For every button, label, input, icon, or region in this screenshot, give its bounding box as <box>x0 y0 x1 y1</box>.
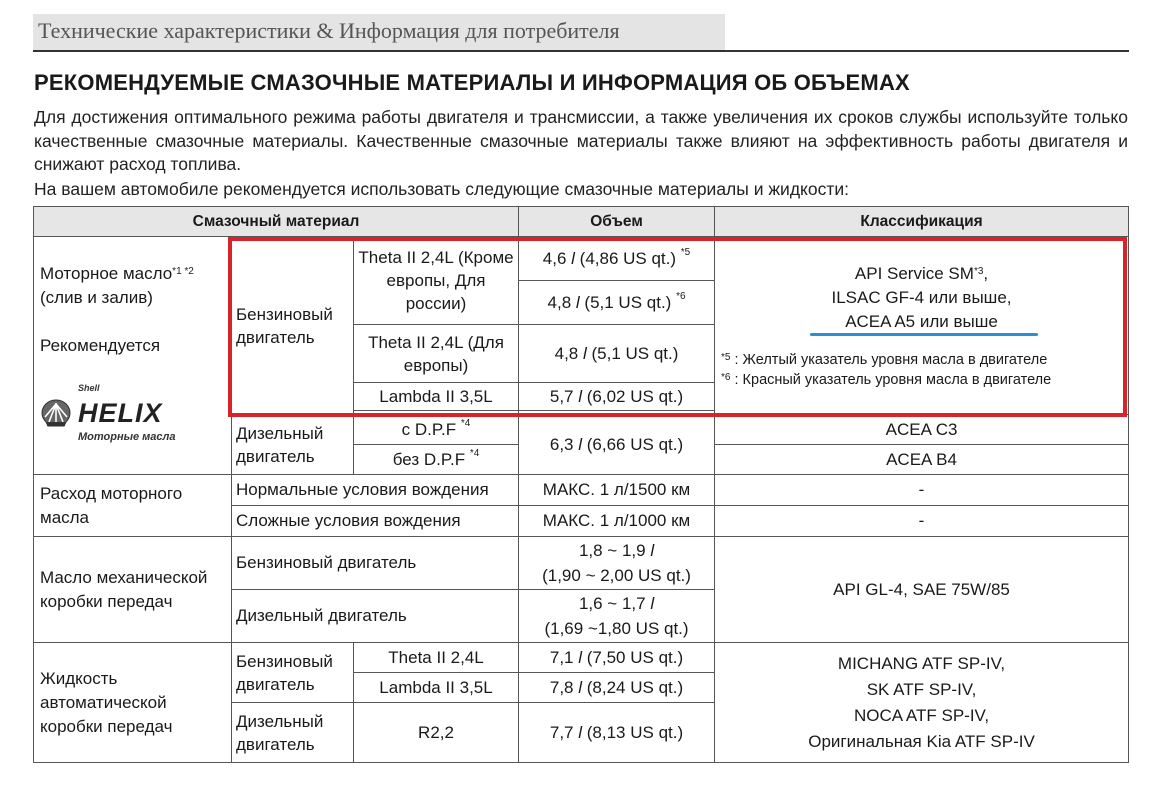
header-classification: Классификация <box>715 207 1129 237</box>
severe-conditions-volume: МАКС. 1 л/1000 км <box>519 506 715 537</box>
volume-cell: 7,7 l (8,13 US qt.) <box>519 703 715 763</box>
engine-lambda: Lambda II 3,5L <box>354 383 519 411</box>
engine-oil-label2: (слив и залив) <box>40 288 153 307</box>
highlight-underline <box>810 333 1038 336</box>
volume-cell: 1,6 ~ 1,7 l (1,69 ~1,80 US qt.) <box>519 590 715 643</box>
auto-trans-label: Жидкость автоматической коробки передач <box>34 643 232 763</box>
normal-conditions: Нормальные условия вождения <box>232 475 519 506</box>
table-header-row <box>34 207 1129 237</box>
header-lubricant: Смазочный материал <box>34 207 519 237</box>
auto-trans-class: MICHANG ATF SP-IV, SK ATF SP-IV, NOCA ATF SP-IV, Оригинальная Kia ATF SP-IV <box>715 643 1129 763</box>
shell-icon <box>40 398 72 428</box>
auto-engine-theta: Theta II 2,4L <box>354 643 519 673</box>
consumption-label: Расход моторного масла <box>34 475 232 537</box>
volume-cell: 4,8 l (5,1 US qt.) $^{*6}$ <box>519 281 715 325</box>
auto-engine-r22: R2,2 <box>354 703 519 763</box>
engine-no-dpf: без D.P.F $^{*4}$ <box>354 445 519 475</box>
intro-recommendation: На вашем автомобиле рекомендуется использовать следующие смазочные материалы и жидкости: <box>34 179 850 199</box>
auto-petrol-label: Бензиновый двигатель <box>232 643 354 703</box>
engine-oil-sup: *1 *2 <box>172 266 194 277</box>
lubricants-table <box>33 206 1129 763</box>
engine-oil-label: Моторное масло <box>40 264 173 283</box>
volume-cell: 7,1 l (7,50 US qt.) <box>519 643 715 673</box>
table-row <box>34 237 1129 281</box>
manual-trans-label: Масло механической коробки передач <box>34 537 232 643</box>
table-row <box>34 537 1129 590</box>
manual-trans-class: API GL-4, SAE 75W/85 <box>715 537 1129 643</box>
class-acea-c3: ACEA C3 <box>715 415 1129 445</box>
volume-cell: 7,8 l (8,24 US qt.) <box>519 673 715 703</box>
page-header-title: Технические характеристики & Информация для потребителя <box>38 18 620 43</box>
auto-engine-lambda: Lambda II 3,5L <box>354 673 519 703</box>
manual-diesel: Дизельный двигатель <box>232 590 519 643</box>
header-divider <box>33 50 1129 52</box>
severe-conditions-class: - <box>715 506 1129 537</box>
normal-conditions-class: - <box>715 475 1129 506</box>
volume-cell: 5,7 l (6,02 US qt.) <box>519 383 715 411</box>
volume-cell: 6,3 l (6,66 US qt.) <box>519 415 715 475</box>
recommended-label: Рекомендуется <box>40 336 161 355</box>
diesel-engine-label: Дизельный двигатель <box>232 415 354 475</box>
class-acea-b4: ACEA B4 <box>715 445 1129 475</box>
severe-conditions: Сложные условия вождения <box>232 506 519 537</box>
engine-oil-classification: API Service SM$^{*3}$, ILSAC GF-4 или выше, ACEA A5 или выше $^{*5}$ : Желтый указатель уровня масла в двигателе $^{*6}$ : Красный указатель уровня масла в двигателе <box>715 237 1129 415</box>
petrol-engine-label: Бензиновый двигатель <box>232 237 354 415</box>
intro-paragraph: Для достижения оптимального режима работы двигателя и трансмиссии, а также увеличения их сроков службы используйте только качественные смазочные материалы. Качественные смазочные материалы также влияют на эффективность работы двигателя и снижают расход топлива. <box>34 107 1128 174</box>
manual-petrol: Бензиновый двигатель <box>232 537 519 590</box>
volume-cell: 1,8 ~ 1,9 l (1,90 ~ 2,00 US qt.) <box>519 537 715 590</box>
header-volume: Объем <box>519 207 715 237</box>
table-row <box>34 475 1129 506</box>
note-6: $^{*6}$ : Красный указатель уровня масла в двигателе <box>721 371 1052 388</box>
shell-helix-logo: Shell HELIX Моторные масла <box>40 376 227 449</box>
table-row <box>34 643 1129 673</box>
engine-dpf: с D.P.F $^{*4}$ <box>354 415 519 445</box>
engine-oil-cell <box>34 237 232 475</box>
section-title: РЕКОМЕНДУЕМЫЕ СМАЗОЧНЫЕ МАТЕРИАЛЫ И ИНФОРМАЦИЯ ОБ ОБЪЕМАХ <box>34 70 910 95</box>
note-5: $^{*5}$ : Желтый указатель уровня масла в двигателе <box>721 351 1048 368</box>
volume-cell: 4,6 l (4,86 US qt.) $^{*5}$ <box>519 237 715 281</box>
engine-theta-eu: Theta II 2,4L (Для европы) <box>354 325 519 383</box>
auto-diesel-label: Дизельный двигатель <box>232 703 354 763</box>
volume-cell: 4,8 l (5,1 US qt.) <box>519 325 715 383</box>
engine-theta-non-eu: Theta II 2,4L (Кроме европы, Для россии) <box>354 237 519 325</box>
normal-conditions-volume: МАКС. 1 л/1500 км <box>519 475 715 506</box>
